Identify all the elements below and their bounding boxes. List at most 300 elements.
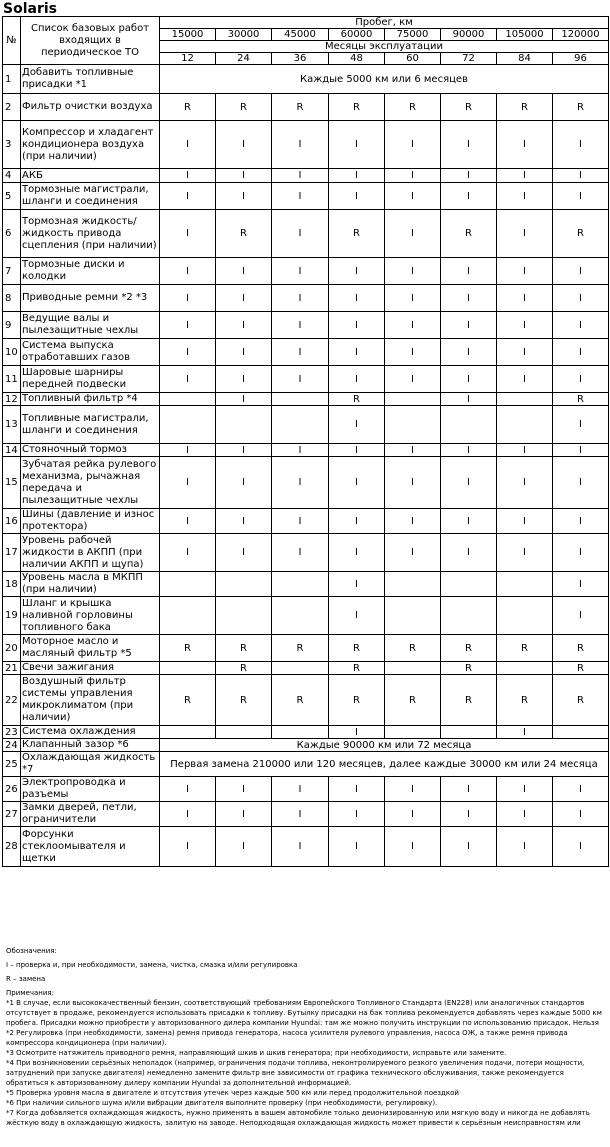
row-cell: I xyxy=(441,312,497,339)
header-mileage-cell: 60000 xyxy=(329,29,385,41)
row-cell: I xyxy=(441,183,497,210)
row-cell xyxy=(497,597,553,635)
row-name: Электропроводка и разъемы xyxy=(21,777,160,802)
row-name: Охлаждающая жидкость *7 xyxy=(21,752,160,777)
row-cell: I xyxy=(385,339,441,366)
row-cell: I xyxy=(441,534,497,572)
row-cell: I xyxy=(216,444,272,457)
row-name: Компрессор и хладагент кондиционера воздуха (при наличии) xyxy=(21,121,160,169)
row-cell: R xyxy=(216,210,272,258)
row-name: Клапанный зазор *6 xyxy=(21,739,160,752)
row-cell: R xyxy=(160,635,216,662)
header-month-cell: 12 xyxy=(160,53,216,65)
row-cell: I xyxy=(160,312,216,339)
row-cell: I xyxy=(160,802,216,827)
row-cell xyxy=(160,662,216,675)
row-cell xyxy=(160,406,216,444)
row-cell: I xyxy=(553,339,609,366)
header-list: Список базовых работ входящих в периодическое ТО xyxy=(21,17,160,65)
row-number: 2 xyxy=(3,94,21,121)
row-name: Система охлаждения xyxy=(21,726,160,739)
row-cell: I xyxy=(272,312,329,339)
row-cell: I xyxy=(272,509,329,534)
row-number: 11 xyxy=(3,366,21,393)
row-cell: I xyxy=(329,802,385,827)
row-cell: I xyxy=(441,285,497,312)
row-cell: R xyxy=(553,675,609,726)
legend-title: Обозначения: xyxy=(6,947,57,955)
row-cell: I xyxy=(385,258,441,285)
table-row xyxy=(3,312,609,339)
row-cell: I xyxy=(553,457,609,509)
table-row xyxy=(3,752,609,777)
row-cell xyxy=(385,662,441,675)
table-row xyxy=(3,406,609,444)
row-name: Замки дверей, петли, ограничители xyxy=(21,802,160,827)
row-cell: R xyxy=(329,675,385,726)
row-cell: I xyxy=(385,457,441,509)
row-cell: I xyxy=(497,827,553,867)
row-cell: I xyxy=(329,121,385,169)
row-number: 27 xyxy=(3,802,21,827)
row-cell: I xyxy=(441,802,497,827)
row-number: 12 xyxy=(3,393,21,406)
row-cell: R xyxy=(329,393,385,406)
row-cell: I xyxy=(329,457,385,509)
row-number: 9 xyxy=(3,312,21,339)
row-name: Моторное масло и масляный фильтр *5 xyxy=(21,635,160,662)
note-1: *1 В случае, если высококачественный бензин, соответствующий требованиям Европейского Топливного Стандарта (EN228) или аналогичных стандартов отсутствует в продаже, рекомендуется использовать присадки к топливу. Бутылку присадки на бак топлива рекомендуется добавлять через каждые 5000 км пробега. Присадки можно приобрести у авторизованного дилера компании Hyundai: там же можно получить инструкции по использованию присадок. Нельзя xyxy=(6,999,602,1027)
row-name: Зубчатая рейка рулевого механизма, рычажная передача и пылезащитные чехлы xyxy=(21,457,160,509)
row-cell xyxy=(160,572,216,597)
row-cell: I xyxy=(385,183,441,210)
row-cell: I xyxy=(553,509,609,534)
row-cell: I xyxy=(385,534,441,572)
header-mileage-cell: 45000 xyxy=(272,29,329,41)
row-cell: I xyxy=(272,827,329,867)
row-cell: R xyxy=(329,635,385,662)
header-num: № xyxy=(3,17,21,65)
legend-i: I – проверка и, при необходимости, замена, чистка, смазка и/или регулировка xyxy=(6,961,298,969)
row-cell: I xyxy=(216,312,272,339)
row-cell: R xyxy=(160,94,216,121)
table-row xyxy=(3,210,609,258)
row-name: Фильтр очистки воздуха xyxy=(21,94,160,121)
row-cell: I xyxy=(160,827,216,867)
row-cell: I xyxy=(272,169,329,183)
row-cell: I xyxy=(272,183,329,210)
row-cell: I xyxy=(441,169,497,183)
row-cell xyxy=(272,572,329,597)
row-cell: I xyxy=(216,777,272,802)
row-cell: R xyxy=(553,635,609,662)
row-number: 3 xyxy=(3,121,21,169)
row-name: Топливный фильтр *4 xyxy=(21,393,160,406)
row-cell: I xyxy=(160,258,216,285)
header-mileage-cell: 120000 xyxy=(553,29,609,41)
table-row xyxy=(3,393,609,406)
row-cell: I xyxy=(385,169,441,183)
table-row xyxy=(3,366,609,393)
table-row xyxy=(3,827,609,867)
row-number: 26 xyxy=(3,777,21,802)
row-cell: I xyxy=(553,258,609,285)
header-mileage-cell: 30000 xyxy=(216,29,272,41)
row-number: 4 xyxy=(3,169,21,183)
row-number: 17 xyxy=(3,534,21,572)
row-cell: I xyxy=(272,210,329,258)
legend-r: R – замена xyxy=(6,975,46,983)
row-cell: I xyxy=(329,726,385,739)
header-month-cell: 48 xyxy=(329,53,385,65)
table-row xyxy=(3,183,609,210)
row-name: Шины (давление и износ протектора) xyxy=(21,509,160,534)
row-cell: I xyxy=(385,366,441,393)
page-title: Solaris xyxy=(3,1,57,17)
row-cell: I xyxy=(160,457,216,509)
table-row xyxy=(3,635,609,662)
row-cell: I xyxy=(329,285,385,312)
row-cell: I xyxy=(329,406,385,444)
row-cell: I xyxy=(553,534,609,572)
row-cell: I xyxy=(160,366,216,393)
table-row xyxy=(3,65,609,94)
row-cell: R xyxy=(329,662,385,675)
row-cell: I xyxy=(385,210,441,258)
row-cell: R xyxy=(553,94,609,121)
row-cell: I xyxy=(497,534,553,572)
table-row xyxy=(3,339,609,366)
row-cell xyxy=(216,597,272,635)
row-name: Тормозные диски и колодки xyxy=(21,258,160,285)
row-number: 24 xyxy=(3,739,21,752)
row-cell: I xyxy=(553,777,609,802)
note-3: *3 Осмотрите натяжитель приводного ремня, направляющий шкив и шкив генератора; при необходимости, исправьте или замените. xyxy=(6,1049,507,1057)
row-name: Приводные ремни *2 *3 xyxy=(21,285,160,312)
row-cell: I xyxy=(385,444,441,457)
row-name: Шаровые шарниры передней подвески xyxy=(21,366,160,393)
row-cell: I xyxy=(216,169,272,183)
header-month-cell: 96 xyxy=(553,53,609,65)
row-cell: I xyxy=(272,777,329,802)
table-body xyxy=(3,65,609,867)
row-name: Воздушный фильтр системы управления микроклиматом (при наличии) xyxy=(21,675,160,726)
row-cell: I xyxy=(329,183,385,210)
header-mileage-cell: 90000 xyxy=(441,29,497,41)
row-cell: I xyxy=(441,258,497,285)
row-span-text: Каждые 5000 км или 6 месяцев xyxy=(160,65,609,94)
row-span-text: Каждые 90000 км или 72 месяца xyxy=(160,739,609,752)
row-cell: R xyxy=(272,94,329,121)
row-name: Шланг и крышка наливной горловины топливного бака xyxy=(21,597,160,635)
row-cell: I xyxy=(160,285,216,312)
row-cell: I xyxy=(216,339,272,366)
maintenance-table xyxy=(2,16,609,867)
note-2: *2 Регулировка (при необходимости, замена) ремня привода генератора, насоса усилителя рулевого управления, насоса ОЖ, а также ремня привода компрессора кондиционера (при наличии). xyxy=(6,1029,568,1047)
row-cell xyxy=(441,406,497,444)
row-name: Ведущие валы и пылезащитные чехлы xyxy=(21,312,160,339)
row-cell: I xyxy=(216,285,272,312)
row-cell: R xyxy=(385,94,441,121)
row-cell: I xyxy=(553,572,609,597)
row-cell: I xyxy=(216,827,272,867)
table-row xyxy=(3,534,609,572)
row-cell: I xyxy=(160,534,216,572)
row-cell xyxy=(441,597,497,635)
note-4: *4 При возникновении серьёзных неполадок (например, ограничения подачи топлива, неконтролируемого резкого увеличения подачи, потери мощности, затруднений при запуске двигателя) немедленно замените фильтр вне зависимости от графика технического обслуживания, также рекомендуется обратиться к авторизованному дилеру компании Hyundai за дополнительной информацией. xyxy=(6,1059,585,1087)
row-cell: I xyxy=(272,121,329,169)
row-number: 13 xyxy=(3,406,21,444)
row-cell: R xyxy=(329,210,385,258)
row-cell: I xyxy=(553,827,609,867)
table-row xyxy=(3,121,609,169)
row-cell: R xyxy=(553,210,609,258)
row-number: 28 xyxy=(3,827,21,867)
row-number: 6 xyxy=(3,210,21,258)
row-cell: R xyxy=(385,675,441,726)
row-cell: I xyxy=(385,509,441,534)
row-cell: I xyxy=(385,827,441,867)
header-mileage-cell: 105000 xyxy=(497,29,553,41)
row-number: 5 xyxy=(3,183,21,210)
row-cell xyxy=(385,406,441,444)
header-month-cell: 84 xyxy=(497,53,553,65)
table-row xyxy=(3,662,609,675)
row-cell: R xyxy=(385,635,441,662)
table-row xyxy=(3,739,609,752)
row-cell: I xyxy=(553,169,609,183)
row-cell: I xyxy=(441,366,497,393)
row-cell xyxy=(441,726,497,739)
row-cell: I xyxy=(272,444,329,457)
row-cell: I xyxy=(497,726,553,739)
row-cell xyxy=(385,572,441,597)
row-name: Добавить топливные присадки *1 xyxy=(21,65,160,94)
row-cell: I xyxy=(497,802,553,827)
row-cell: I xyxy=(272,366,329,393)
row-cell: I xyxy=(385,802,441,827)
header-mileage: Пробег, км xyxy=(160,17,609,29)
table-header xyxy=(3,17,609,65)
row-cell: R xyxy=(497,675,553,726)
row-span-text: Первая замена 210000 или 120 месяцев, далее каждые 30000 км или 24 месяца xyxy=(160,752,609,777)
header-month-cell: 72 xyxy=(441,53,497,65)
row-cell: I xyxy=(441,777,497,802)
row-cell: I xyxy=(497,339,553,366)
row-cell: I xyxy=(216,258,272,285)
row-cell: I xyxy=(329,777,385,802)
row-cell: I xyxy=(497,509,553,534)
row-number: 23 xyxy=(3,726,21,739)
row-cell: I xyxy=(329,572,385,597)
row-cell: R xyxy=(441,635,497,662)
row-name: АКБ xyxy=(21,169,160,183)
table-row xyxy=(3,94,609,121)
row-cell: I xyxy=(216,457,272,509)
header-mileage-cell: 15000 xyxy=(160,29,216,41)
row-cell: I xyxy=(272,339,329,366)
row-cell: I xyxy=(497,366,553,393)
row-cell: I xyxy=(497,121,553,169)
row-cell: I xyxy=(160,210,216,258)
row-cell: I xyxy=(385,312,441,339)
row-cell: R xyxy=(272,675,329,726)
row-cell: I xyxy=(329,534,385,572)
row-cell: I xyxy=(329,597,385,635)
row-cell xyxy=(497,393,553,406)
table-row xyxy=(3,169,609,183)
row-number: 15 xyxy=(3,457,21,509)
row-cell: I xyxy=(553,444,609,457)
row-cell: I xyxy=(553,406,609,444)
row-cell xyxy=(272,393,329,406)
table-row xyxy=(3,597,609,635)
row-cell: I xyxy=(216,366,272,393)
row-cell: I xyxy=(160,121,216,169)
row-cell: I xyxy=(329,258,385,285)
row-cell: I xyxy=(216,183,272,210)
row-name: Тормозная жидкость/жидкость привода сцепления (при наличии) xyxy=(21,210,160,258)
row-cell: I xyxy=(272,258,329,285)
row-cell xyxy=(272,597,329,635)
row-cell: I xyxy=(160,339,216,366)
row-cell: I xyxy=(497,457,553,509)
header-months: Месяцы эксплуатации xyxy=(160,41,609,53)
row-cell: I xyxy=(553,312,609,339)
row-cell: R xyxy=(441,210,497,258)
row-cell xyxy=(553,726,609,739)
row-cell: I xyxy=(216,509,272,534)
row-cell: I xyxy=(272,802,329,827)
row-cell: R xyxy=(216,662,272,675)
row-number: 1 xyxy=(3,65,21,94)
row-cell: I xyxy=(553,366,609,393)
row-number: 19 xyxy=(3,597,21,635)
row-name: Уровень рабочей жидкости в АКПП (при наличии АКПП и щупа) xyxy=(21,534,160,572)
row-cell: I xyxy=(441,509,497,534)
row-name: Уровень масла в МКПП (при наличии) xyxy=(21,572,160,597)
table-row xyxy=(3,777,609,802)
header-month-cell: 36 xyxy=(272,53,329,65)
table-row xyxy=(3,802,609,827)
row-cell: I xyxy=(216,802,272,827)
row-cell: I xyxy=(329,444,385,457)
row-cell: R xyxy=(441,94,497,121)
row-cell: I xyxy=(385,285,441,312)
row-name: Форсунки стеклоомывателя и щетки xyxy=(21,827,160,867)
row-cell: I xyxy=(553,285,609,312)
row-cell xyxy=(272,662,329,675)
row-number: 7 xyxy=(3,258,21,285)
table-row xyxy=(3,285,609,312)
row-cell: I xyxy=(385,777,441,802)
row-number: 21 xyxy=(3,662,21,675)
row-cell: I xyxy=(329,509,385,534)
note-5: *5 Проверка уровня масла в двигателе и отсутствия утечек через каждые 500 км или перед продолжительной поездкой xyxy=(6,1089,459,1097)
row-cell: I xyxy=(497,169,553,183)
row-name: Тормозные магистрали, шланги и соединения xyxy=(21,183,160,210)
row-cell xyxy=(497,406,553,444)
row-cell xyxy=(272,406,329,444)
table-row xyxy=(3,726,609,739)
row-cell: I xyxy=(497,258,553,285)
row-number: 22 xyxy=(3,675,21,726)
row-cell: I xyxy=(441,827,497,867)
header-mileage-cell: 75000 xyxy=(385,29,441,41)
row-number: 14 xyxy=(3,444,21,457)
row-cell: I xyxy=(553,802,609,827)
row-cell: I xyxy=(272,534,329,572)
row-cell: R xyxy=(441,662,497,675)
row-name: Стояночный тормоз xyxy=(21,444,160,457)
row-number: 25 xyxy=(3,752,21,777)
row-name: Свечи зажигания xyxy=(21,662,160,675)
row-cell: I xyxy=(385,121,441,169)
note-7: *7 Когда добавляется охлаждающая жидкость, нужно применять в вашем автомобиле только деионизированную или мягкую воду и никогда не добавлять жёсткую воду в охлаждающую жидкость, залитую на заводе. Неподходящая охлаждающая жидкость может привести к серьёзным неисправностям или xyxy=(6,1109,590,1127)
row-cell: I xyxy=(441,121,497,169)
row-name: Система выпуска отработавших газов xyxy=(21,339,160,366)
table-row xyxy=(3,572,609,597)
row-cell: R xyxy=(497,94,553,121)
row-cell: I xyxy=(329,366,385,393)
row-cell: I xyxy=(160,509,216,534)
row-cell xyxy=(216,406,272,444)
row-name: Топливные магистрали, шланги и соединения xyxy=(21,406,160,444)
row-cell: I xyxy=(553,597,609,635)
row-cell xyxy=(385,726,441,739)
table-row xyxy=(3,675,609,726)
row-cell: I xyxy=(497,777,553,802)
row-cell: R xyxy=(441,675,497,726)
header-month-cell: 60 xyxy=(385,53,441,65)
row-cell: I xyxy=(329,169,385,183)
row-cell: R xyxy=(160,675,216,726)
row-cell: R xyxy=(216,94,272,121)
row-cell xyxy=(216,572,272,597)
row-cell: I xyxy=(497,312,553,339)
row-cell: I xyxy=(329,339,385,366)
row-cell: I xyxy=(441,444,497,457)
row-cell: I xyxy=(160,444,216,457)
row-cell: I xyxy=(216,534,272,572)
row-cell: I xyxy=(160,183,216,210)
row-cell xyxy=(160,597,216,635)
row-cell: I xyxy=(497,210,553,258)
row-cell: I xyxy=(553,183,609,210)
row-cell xyxy=(385,597,441,635)
row-cell: I xyxy=(441,339,497,366)
row-cell: I xyxy=(329,312,385,339)
row-cell: R xyxy=(216,635,272,662)
row-cell: I xyxy=(553,121,609,169)
row-cell: R xyxy=(553,662,609,675)
row-cell: I xyxy=(497,444,553,457)
remarks-title: Примечания: xyxy=(6,989,54,997)
row-cell: I xyxy=(329,827,385,867)
row-cell: I xyxy=(160,777,216,802)
row-cell xyxy=(160,393,216,406)
row-cell xyxy=(216,726,272,739)
row-number: 18 xyxy=(3,572,21,597)
row-cell: I xyxy=(441,457,497,509)
row-cell: I xyxy=(216,121,272,169)
row-cell xyxy=(272,726,329,739)
table-row xyxy=(3,258,609,285)
header-month-cell: 24 xyxy=(216,53,272,65)
row-cell: R xyxy=(216,675,272,726)
row-cell: I xyxy=(160,169,216,183)
table-row xyxy=(3,457,609,509)
